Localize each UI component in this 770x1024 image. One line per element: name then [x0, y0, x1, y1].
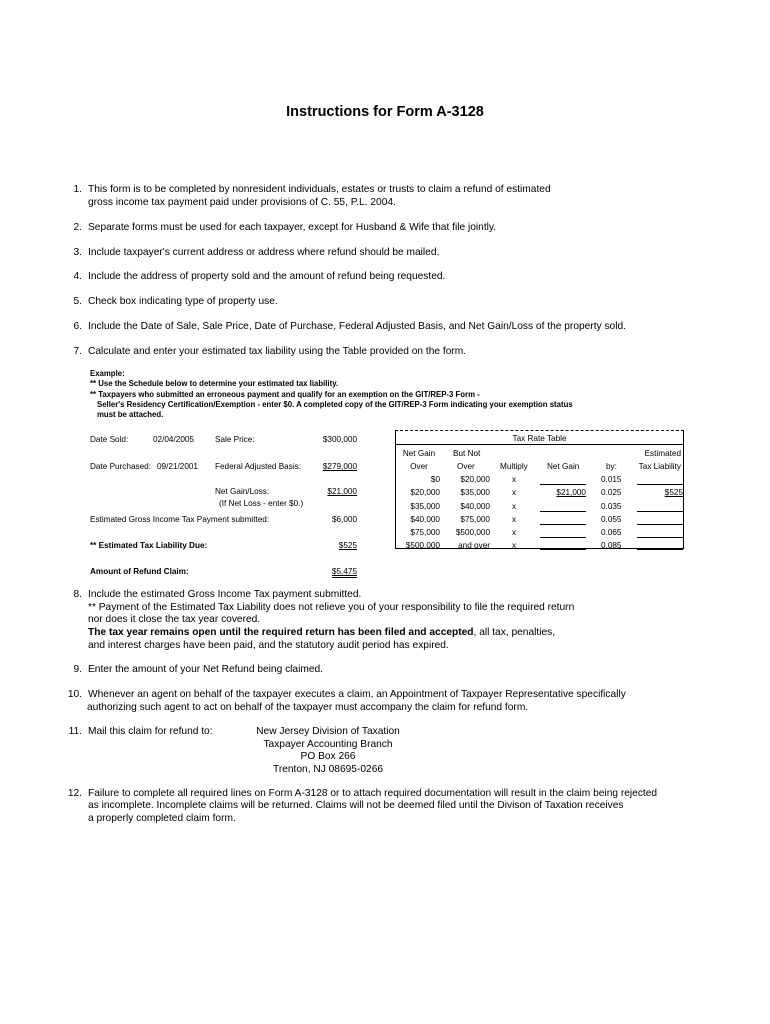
- col-header: Net Gain: [402, 449, 436, 458]
- federal-basis-value: $279,000: [322, 462, 357, 471]
- item-number: 12.: [67, 788, 82, 799]
- table-cell: 0.065: [601, 528, 622, 537]
- mailing-address-line: PO Box 266: [300, 751, 356, 762]
- item-text-line: Separate forms must be used for each taxpayer, except for Husband & Wife that file jointly.: [88, 222, 497, 233]
- item-text-line: Include the Date of Sale, Sale Price, Date of Purchase, Federal Adjusted Basis, and Net Gain/Loss of the property sold.: [88, 321, 626, 332]
- blank-line: [540, 537, 586, 538]
- net-gain-value: $21,000: [327, 487, 357, 496]
- table-cell: $75,000: [460, 515, 490, 524]
- item-number: 7.: [73, 346, 82, 357]
- item-text-line: Mail this claim for refund to:: [88, 726, 213, 737]
- table-cell: 0.015: [601, 475, 622, 484]
- federal-basis-label: Federal Adjusted Basis:: [215, 462, 302, 471]
- date-sold-value: 02/04/2005: [153, 435, 194, 444]
- item-number: 3.: [73, 247, 82, 258]
- item-text-line: This form is to be completed by nonresident individuals, estates or trusts to claim a refund of estimated: [88, 184, 551, 195]
- est-payment-label: Estimated Gross Income Tax Payment submitted:: [90, 515, 270, 524]
- example-heading: Example:: [90, 369, 125, 378]
- table-cell: 0.085: [601, 541, 622, 550]
- item-text-line: Include the address of property sold and the amount of refund being requested.: [88, 271, 446, 282]
- net-loss-note: (If Net Loss - enter $0.): [219, 499, 304, 508]
- item-number: 6.: [73, 321, 82, 332]
- item-text-line: Calculate and enter your estimated tax liability using the Table provided on the form.: [88, 346, 467, 357]
- table-cell: $500,000: [455, 528, 490, 537]
- blank-line: [540, 484, 586, 485]
- item-text-line: ** Payment of the Estimated Tax Liability does not relieve you of your responsibility to file the required return: [88, 602, 575, 613]
- col-header: But Not: [453, 449, 481, 458]
- table-cell: x: [512, 528, 517, 537]
- blank-line: [540, 511, 586, 512]
- item-number: 2.: [73, 222, 82, 233]
- example-note: ** Use the Schedule below to determine your estimated tax liability.: [90, 379, 339, 388]
- col-header: Net Gain: [547, 462, 580, 471]
- table-divider: [395, 444, 684, 445]
- table-cell: $35,000: [460, 488, 490, 497]
- item-number: 1.: [73, 184, 82, 195]
- blank-line: [540, 549, 586, 550]
- table-cell: $0: [430, 475, 440, 484]
- item-text-line: Include the estimated Gross Income Tax payment submitted.: [88, 589, 362, 600]
- refund-claim-value: $5,475: [331, 567, 357, 576]
- item-number: 9.: [73, 664, 82, 675]
- item-text-line: Whenever an agent on behalf of the taxpayer executes a claim, an Appointment of Taxpayer Representative specifically: [88, 689, 626, 700]
- item-number: 5.: [73, 296, 82, 307]
- item-text-line: [88, 627, 555, 640]
- table-cell: $21,000: [556, 488, 586, 497]
- refund-claim-label: Amount of Refund Claim:: [90, 567, 189, 576]
- item-text-line: and interest charges have been paid, and the statutory audit period has expired.: [88, 640, 449, 651]
- table-cell: 0.025: [601, 488, 622, 497]
- table-cell: x: [512, 541, 517, 550]
- blank-line: [540, 524, 586, 525]
- col-header: Over: [457, 462, 475, 471]
- table-cell: x: [512, 515, 517, 524]
- table-cell: 0.055: [601, 515, 622, 524]
- blank-line: [637, 524, 683, 525]
- example-note: ** Taxpayers who submitted an erroneous payment and qualify for an exemption on the GIT/REP-3 Form -: [90, 390, 480, 399]
- bold-emphasis: The tax year remains open until the required return has been filed and accepted: [88, 627, 474, 638]
- table-cell: $35,000: [410, 502, 440, 511]
- table-cell: $40,000: [410, 515, 440, 524]
- date-purchased-value: 09/21/2001: [157, 462, 198, 471]
- item-text-line: nor does it close the tax year covered.: [88, 614, 261, 625]
- item-text-line: Failure to complete all required lines on Form A-3128 or to attach required documentation will result in the claim being rejected: [88, 788, 658, 799]
- col-header: Multiply: [500, 462, 528, 471]
- table-cell: 0.035: [601, 502, 622, 511]
- item-text-line: Include taxpayer's current address or address where refund should be mailed.: [88, 247, 440, 258]
- item-number: 10.: [67, 689, 82, 700]
- item-text-line: Enter the amount of your Net Refund being claimed.: [88, 664, 324, 675]
- item-text-line: Check box indicating type of property use.: [88, 296, 278, 307]
- item-number: 8.: [73, 589, 82, 600]
- page-title: Instructions for Form A-3128: [286, 104, 484, 120]
- sale-price-label: Sale Price:: [215, 435, 255, 444]
- mailing-address-line: Taxpayer Accounting Branch: [263, 739, 393, 750]
- blank-line: [637, 484, 683, 485]
- col-header: by:: [606, 462, 617, 471]
- item-text-line: authorizing such agent to act on behalf of the taxpayer must accompany the claim for refund form.: [87, 702, 529, 713]
- net-gain-label: Net Gain/Loss:: [215, 487, 270, 496]
- item-number: 4.: [73, 271, 82, 282]
- item-text-line: gross income tax payment paid under provisions of C. 55, P.L. 2004.: [88, 197, 396, 208]
- date-purchased-label: Date Purchased:: [90, 462, 151, 471]
- blank-line: [637, 537, 683, 538]
- table-cell: $500,000: [405, 541, 440, 550]
- est-liability-value: $525: [338, 541, 357, 550]
- item-number: 11.: [68, 726, 82, 737]
- table-cell: $20,000: [410, 488, 440, 497]
- item-text-line: as incomplete. Incomplete claims will be returned. Claims will not be deemed filed until the Divison of Taxation receives: [88, 800, 624, 811]
- sale-price-value: $300,000: [322, 435, 357, 444]
- item-text-line: a properly completed claim form.: [88, 813, 236, 824]
- mailing-address-line: Trenton, NJ 08695-0266: [272, 764, 384, 775]
- example-note: Seller's Residency Certification/Exemption - enter $0. A completed copy of the GIT/REP-3 Form indicating your exemption status: [97, 400, 573, 409]
- item-text-rest: , all tax, penalties,: [473, 627, 556, 638]
- table-cell: and over: [458, 541, 490, 550]
- table-cell: $20,000: [460, 475, 490, 484]
- mailing-address-line: New Jersey Division of Taxation: [256, 726, 400, 737]
- table-cell: $75,000: [410, 528, 440, 537]
- tax-table-title: Tax Rate Table: [512, 434, 567, 443]
- blank-line: [637, 549, 683, 550]
- col-header: Tax Liability: [638, 462, 681, 471]
- blank-line: [637, 511, 683, 512]
- table-cell: $525: [664, 488, 683, 497]
- est-liability-label: ** Estimated Tax Liability Due:: [90, 541, 208, 550]
- date-sold-label: Date Sold:: [90, 435, 129, 444]
- est-payment-value: $6,000: [331, 515, 357, 524]
- col-header: Estimated: [644, 449, 681, 458]
- example-note: must be attached.: [97, 410, 164, 419]
- table-cell: x: [512, 475, 517, 484]
- table-cell: x: [512, 488, 517, 497]
- table-cell: $40,000: [460, 502, 490, 511]
- table-cell: x: [512, 502, 517, 511]
- col-header: Over: [410, 462, 428, 471]
